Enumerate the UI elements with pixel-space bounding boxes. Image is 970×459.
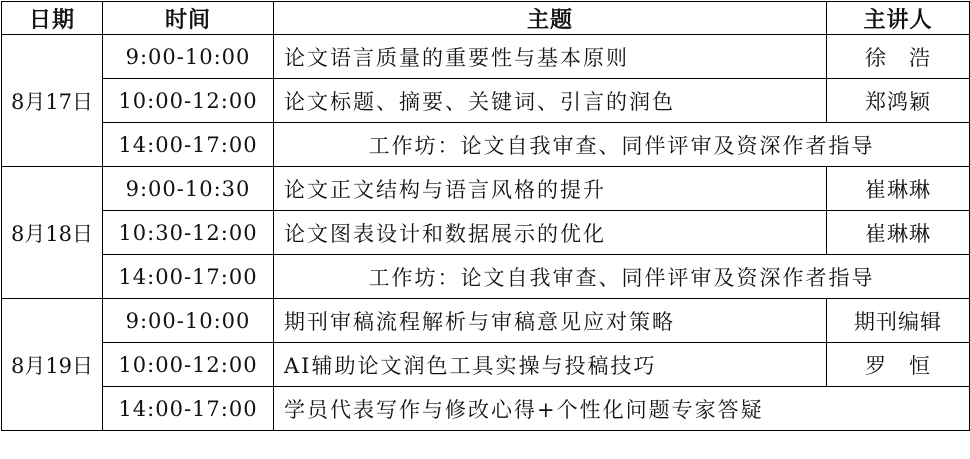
- workshop-cell: 工作坊：论文自我审查、同伴评审及资深作者指导: [274, 123, 970, 167]
- speaker-cell: 崔琳琳: [827, 167, 970, 211]
- header-time: 时间: [103, 2, 274, 35]
- time-cell: 14:00-17:00: [103, 123, 274, 167]
- date-cell: 8月18日: [2, 167, 103, 299]
- topic-cell: 论文正文结构与语言风格的提升: [274, 167, 827, 211]
- header-topic: 主题: [274, 2, 827, 35]
- date-cell: 8月19日: [2, 299, 103, 431]
- header-speaker: 主讲人: [827, 2, 970, 35]
- workshop-cell: 工作坊：论文自我审查、同伴评审及资深作者指导: [274, 255, 970, 299]
- topic-cell: 期刊审稿流程解析与审稿意见应对策略: [274, 299, 827, 343]
- table-row: [2, 35, 970, 79]
- date-cell: 8月17日: [2, 35, 103, 167]
- time-cell: 10:00-12:00: [103, 79, 274, 123]
- time-cell: 9:00-10:30: [103, 167, 274, 211]
- time-cell: 10:30-12:00: [103, 211, 274, 255]
- table-row: [2, 299, 970, 343]
- topic-cell: 论文图表设计和数据展示的优化: [274, 211, 827, 255]
- table-row: [2, 343, 970, 387]
- topic-cell: AI辅助论文润色工具实操与投稿技巧: [274, 343, 827, 387]
- speaker-cell: 罗 恒: [827, 343, 970, 387]
- time-cell: 14:00-17:00: [103, 255, 274, 299]
- header-row: [2, 2, 970, 35]
- schedule-table: [1, 1, 970, 431]
- topic-cell: 论文标题、摘要、关键词、引言的润色: [274, 79, 827, 123]
- table-row: [2, 387, 970, 431]
- table-row: [2, 79, 970, 123]
- table-row: [2, 211, 970, 255]
- table-row: [2, 123, 970, 167]
- table-row: [2, 255, 970, 299]
- time-cell: 9:00-10:00: [103, 35, 274, 79]
- speaker-cell: 徐 浩: [827, 35, 970, 79]
- speaker-cell: 期刊编辑: [827, 299, 970, 343]
- time-cell: 14:00-17:00: [103, 387, 274, 431]
- speaker-cell: 崔琳琳: [827, 211, 970, 255]
- table-row: [2, 167, 970, 211]
- header-date: 日期: [2, 2, 103, 35]
- topic-cell: 论文语言质量的重要性与基本原则: [274, 35, 827, 79]
- time-cell: 9:00-10:00: [103, 299, 274, 343]
- topic-cell: 学员代表写作与修改心得+个性化问题专家答疑: [274, 387, 970, 431]
- speaker-cell: 郑鸿颖: [827, 79, 970, 123]
- time-cell: 10:00-12:00: [103, 343, 274, 387]
